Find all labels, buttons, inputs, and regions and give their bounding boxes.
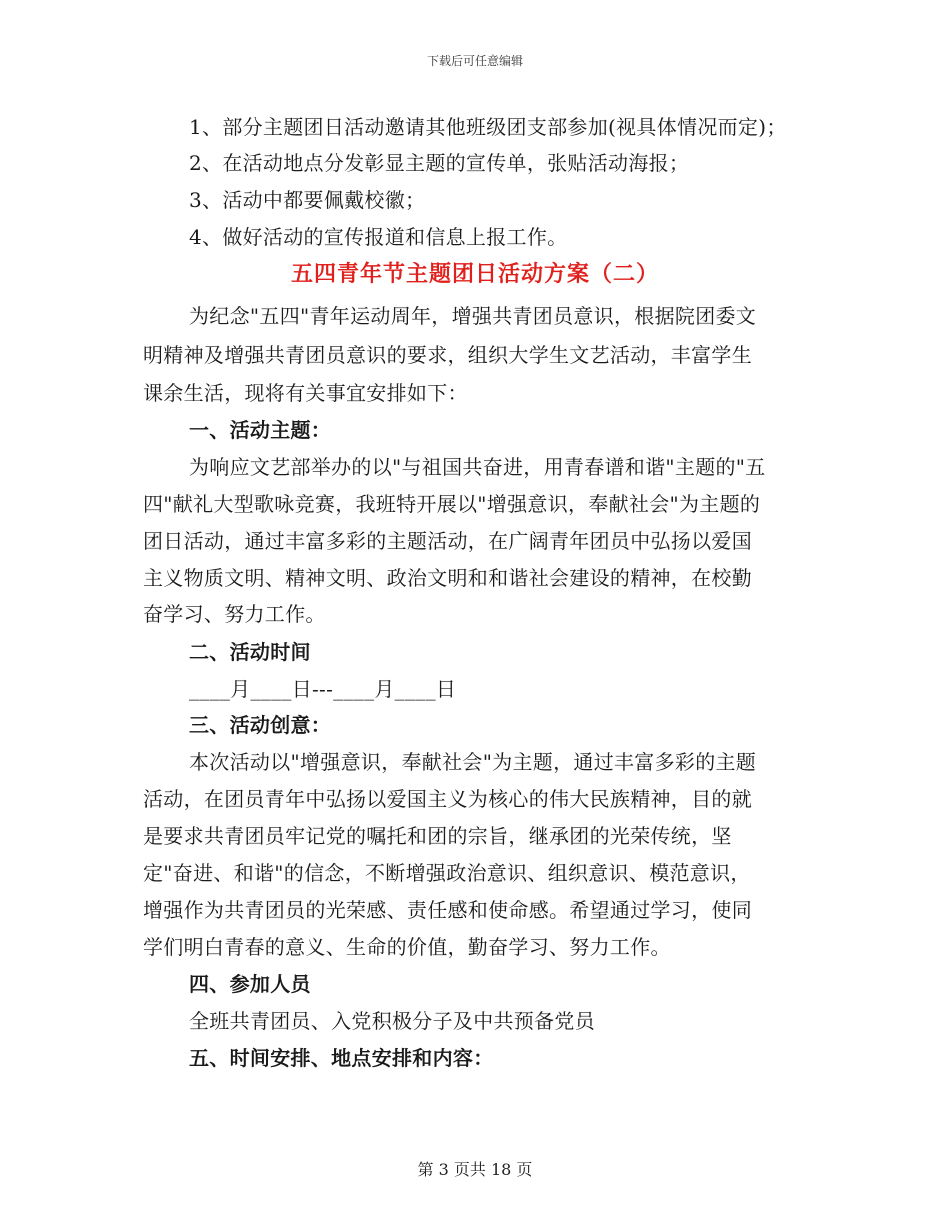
section-theme-line: 主义物质文明、精神文明、政治文明和和谐社会建设的精神，在校勤 [143,566,752,590]
section-heading-time: 二、活动时间 [189,640,311,664]
section-heading-theme: 一、活动主题： [189,418,332,442]
section-idea-line: 本次活动以"增强意识，奉献社会"为主题，通过丰富多彩的主题 [189,750,757,774]
list-item: 2、在活动地点分发彰显主题的宣传单，张贴活动海报； [189,151,690,175]
page-header-note: 下载后可任意编辑 [426,54,523,68]
document-title: 五四青年节主题团日活动方案（二） [290,261,659,287]
page-number-footer: 第 3 页共 18 页 [417,1160,533,1179]
section-theme-line: 四"献礼大型歌咏竞赛，我班特开展以"增强意识，奉献社会"为主题的 [143,492,761,516]
section-time-line: ____月____日---____月____日 [189,677,457,701]
section-heading-participants: 四、参加人员 [189,972,311,996]
section-heading-schedule: 五、时间安排、地点安排和内容： [189,1046,494,1070]
section-theme-line: 团日活动，通过丰富多彩的主题活动，在广阔青年团员中弘扬以爱国 [143,529,752,553]
list-item: 4、做好活动的宣传报道和信息上报工作。 [189,225,568,249]
section-participants-line: 全班共青团员、入党积极分子及中共预备党员 [189,1009,595,1033]
section-idea-line: 学们明白青春的意义、生命的价值，勤奋学习、努力工作。 [143,935,671,959]
section-theme-line: 为响应文艺部举办的以"与祖国共奋进，用青春谱和谐"主题的"五 [189,455,766,479]
section-idea-line: 定"奋进、和谐"的信念，不断增强政治意识、组织意识、模范意识， [143,861,751,885]
intro-paragraph-line: 课余生活，现将有关事宜安排如下： [143,381,468,405]
intro-paragraph-line: 明精神及增强共青团员意识的要求，组织大学生文艺活动，丰富学生 [143,343,752,367]
section-heading-idea: 三、活动创意： [189,713,332,737]
intro-paragraph-line: 为纪念"五四"青年运动周年，增强共青团员意识，根据院团委文 [189,304,757,328]
list-item: 3、活动中都要佩戴校徽； [189,188,426,212]
section-theme-line: 奋学习、努力工作。 [143,602,326,626]
section-idea-line: 活动，在团员青年中弘扬以爱国主义为核心的伟大民族精神，目的就 [143,787,752,811]
section-idea-line: 是要求共青团员牢记党的嘱托和团的宗旨，继承团的光荣传统，坚 [143,824,732,848]
section-idea-line: 增强作为共青团员的光荣感、责任感和使命感。希望通过学习，使同 [143,898,752,922]
list-item: 1、部分主题团日活动邀请其他班级团支部参加(视具体情况而定)； [189,115,787,139]
